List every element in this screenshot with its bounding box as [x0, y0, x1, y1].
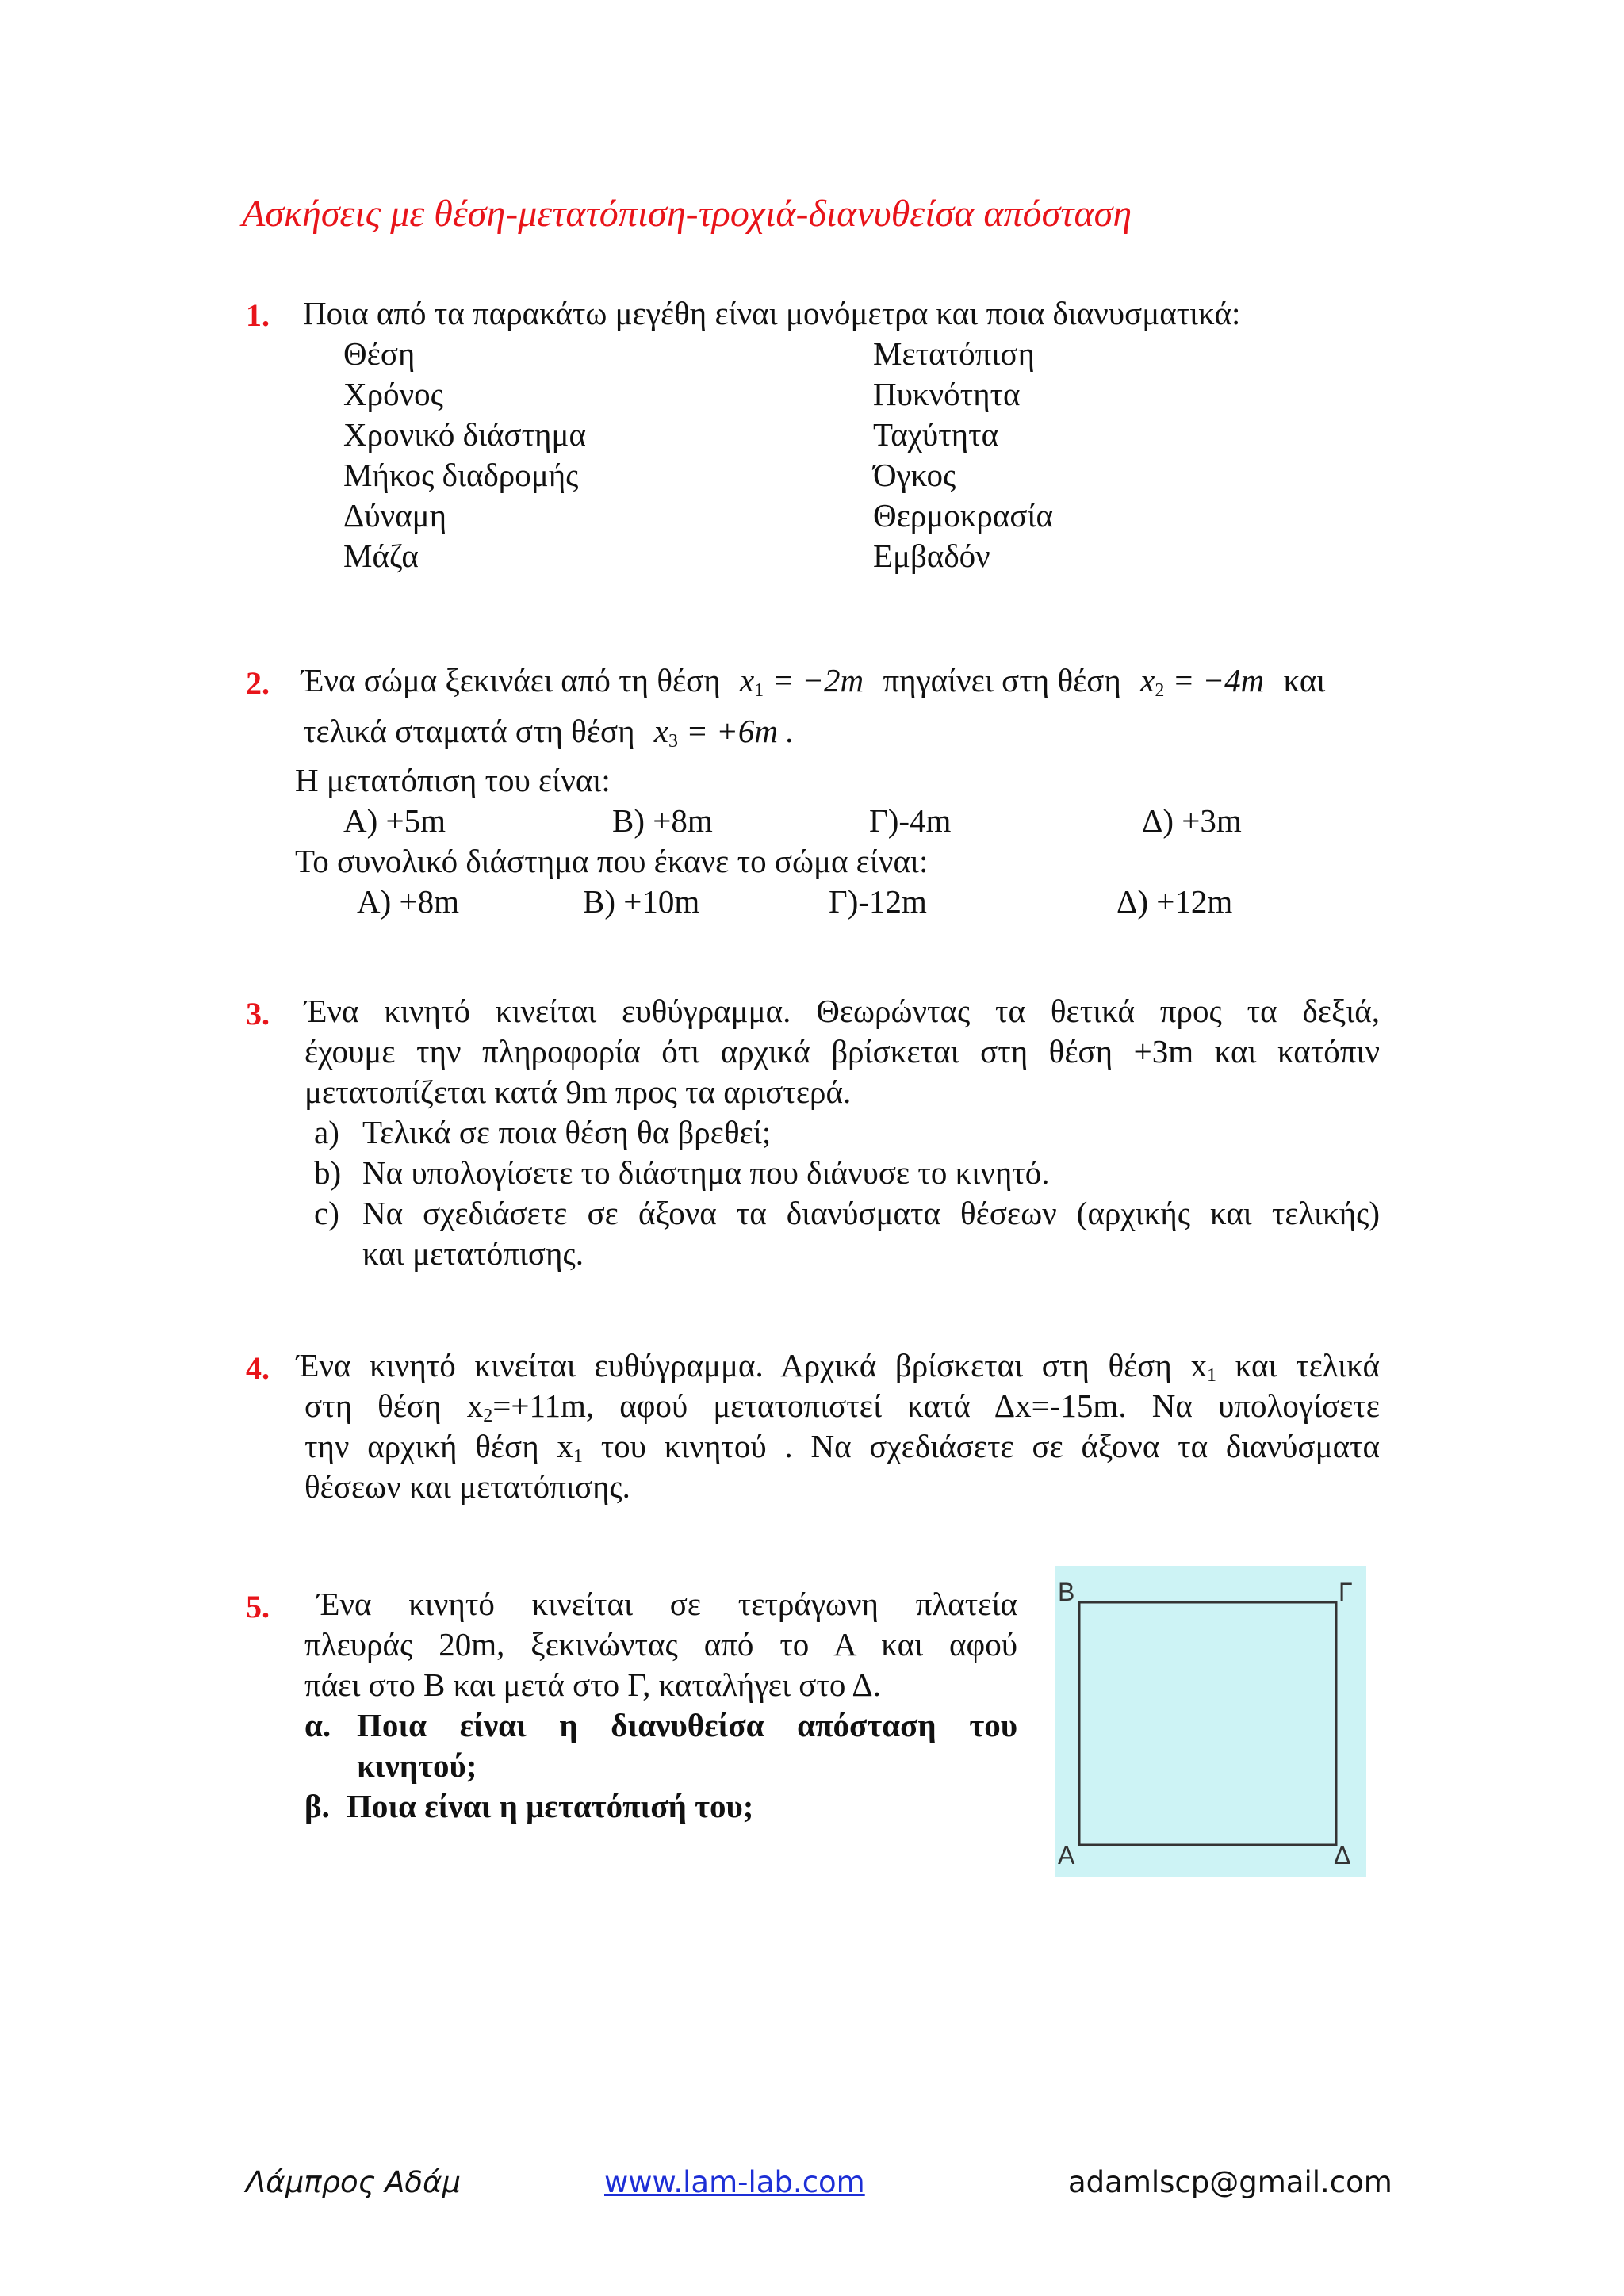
corner-label-top-left: Β [1058, 1578, 1075, 1606]
q4-sub: 2 [483, 1406, 493, 1426]
q5-item-a: Ποια είναι η διανυθείσα απόσταση του [357, 1707, 1017, 1743]
q3-line: μετατοπίζεται κατά 9m προς τα αριστερά. [304, 1073, 852, 1110]
page-title: Ασκήσεις με θέση-μετατόπιση-τροχιά-διανυθείσα απόσταση [242, 193, 1132, 235]
q1-right-item: Ταχύτητα [873, 416, 999, 453]
q2-option: Α) +5m [343, 802, 446, 839]
q2-formula-x2 [1140, 662, 1265, 701]
question-1-number: 1. [246, 297, 270, 333]
q2-line-2 [303, 711, 794, 762]
q2-text: πηγαίνει στη θέση [883, 662, 1121, 698]
formula-val: = −2m [772, 662, 864, 698]
q1-right-item: Μετατόπιση [873, 335, 1035, 372]
corner-label-top-right: Γ [1339, 1578, 1353, 1606]
q2-option: Α) +8m [357, 883, 460, 920]
formula-val: = −4m [1172, 662, 1265, 698]
q3-item-c: Να σχεδιάσετε σε άξονα τα διανύσματα θέσεων (αρχικής και τελικής) [362, 1195, 1380, 1231]
q5-label-b: β. [304, 1788, 330, 1824]
square-diagram [1055, 1566, 1366, 1877]
footer-email: adamlscp@gmail.com [1068, 2165, 1392, 2199]
corner-label-bottom-left: Α [1058, 1841, 1075, 1869]
q1-left-item: Χρόνος [343, 376, 443, 412]
q4-text: του κινητού . Να σχεδιάσετε σε άξονα τα διανύσματα [582, 1428, 1381, 1464]
formula-sub: 3 [668, 731, 678, 752]
q3-item-a: Τελικά σε ποια θέση θα βρεθεί; [362, 1114, 772, 1150]
q4-text: Ένα κινητό κινείται ευθύγραμμα. Αρχικά βρίσκεται στη θέση x [297, 1347, 1207, 1383]
q5-line: πλευράς 20m, ξεκινώντας από το Α και αφού [304, 1626, 1017, 1663]
formula-sub: 1 [754, 680, 764, 701]
q4-text: και τελικά [1216, 1347, 1380, 1383]
formula-var: x [1140, 662, 1155, 698]
formula-val: = +6m . [686, 713, 795, 749]
q1-left-item: Δύναμη [343, 497, 447, 534]
q1-left-item: Μάζα [343, 538, 419, 574]
q2-subquestion-b: Το συνολικό διάστημα που έκανε το σώμα είναι: [295, 843, 929, 879]
q3-label-c: c) [314, 1195, 339, 1231]
q1-right-item: Όγκος [873, 457, 956, 493]
q2-formula-x1 [739, 662, 864, 701]
q4-text: =+11m, αφού μετατοπιστεί κατά Δx=-15m. Να υπολογίσετε [492, 1387, 1380, 1424]
q2-option: Β) +8m [612, 802, 713, 839]
formula-var: x [739, 662, 755, 698]
corner-label-bottom-right: Δ [1334, 1841, 1351, 1869]
q4-line: θέσεων και μετατόπισης. [304, 1468, 630, 1505]
q3-line: έχουμε την πληροφορία ότι αρχικά βρίσκεται στη θέση +3m και κατόπιν [304, 1033, 1380, 1070]
q3-label-b: b) [314, 1154, 342, 1191]
footer-author: Λάμπρος Αδάμ [246, 2165, 461, 2199]
question-3-number: 3. [246, 996, 270, 1031]
q5-line: πάει στο Β και μετά στο Γ, καταλήγει στο Δ. [304, 1667, 881, 1703]
q2-option: Δ) +3m [1142, 802, 1242, 839]
q4-text: στη θέση x [304, 1387, 484, 1424]
q5-label-a: α. [304, 1707, 331, 1743]
footer-website-link[interactable]: www.lam-lab.com [604, 2165, 865, 2199]
q5-line: Ένα κινητό κινείται σε τετράγωνη πλατεία [317, 1586, 1017, 1622]
q3-item-c-cont: και μετατόπισης. [362, 1235, 584, 1272]
q3-label-a: a) [314, 1114, 339, 1150]
question-5-number: 5. [246, 1589, 270, 1624]
q5-item-a-cont: κινητού; [357, 1747, 477, 1784]
q1-right-item: Θερμοκρασία [873, 497, 1053, 534]
q2-option: Β) +10m [583, 883, 700, 920]
q1-right-list [873, 334, 1053, 576]
q2-line-1 [301, 660, 1325, 711]
q4-text: την αρχική θέση x [304, 1428, 573, 1464]
q5-item-b: Ποια είναι η μετατόπισή του; [347, 1788, 754, 1824]
q2-formula-x3 [653, 713, 795, 752]
q1-left-list [343, 334, 586, 576]
q2-option: Γ)-12m [829, 883, 927, 920]
q4-sub: 1 [1207, 1365, 1216, 1386]
question-4-number: 4. [246, 1350, 270, 1386]
q4-sub: 1 [573, 1446, 583, 1467]
question-2-number: 2. [246, 665, 270, 701]
formula-var: x [653, 713, 668, 749]
q1-left-item: Μήκος διαδρομής [343, 457, 579, 493]
q1-right-item: Πυκνότητα [873, 376, 1021, 412]
q2-option: Γ)-4m [869, 802, 952, 839]
q2-text: και [1283, 662, 1326, 698]
q1-left-item: Χρονικό διάστημα [343, 416, 586, 453]
q2-text: τελικά σταματά στη θέση [303, 713, 635, 749]
formula-sub: 2 [1155, 680, 1165, 701]
figure-background [1055, 1566, 1366, 1877]
question-1-text: Ποια από τα παρακάτω μεγέθη είναι μονόμετρα και ποια διανυσματικά: [303, 295, 1241, 331]
q3-item-b: Να υπολογίσετε το διάστημα που διάνυσε το κινητό. [362, 1154, 1050, 1191]
q3-line: Ένα κινητό κινείται ευθύγραμμα. Θεωρώντας τα θετικά προς τα δεξιά, [304, 993, 1380, 1029]
q2-option: Δ) +12m [1116, 883, 1233, 920]
q1-right-item: Εμβαδόν [873, 538, 990, 574]
q1-left-item: Θέση [343, 335, 416, 372]
square-plaza-figure [1055, 1566, 1366, 1877]
q2-subquestion-a: Η μετατόπιση του είναι: [295, 762, 611, 798]
q2-text: Ένα σώμα ξεκινάει από τη θέση [301, 662, 721, 698]
